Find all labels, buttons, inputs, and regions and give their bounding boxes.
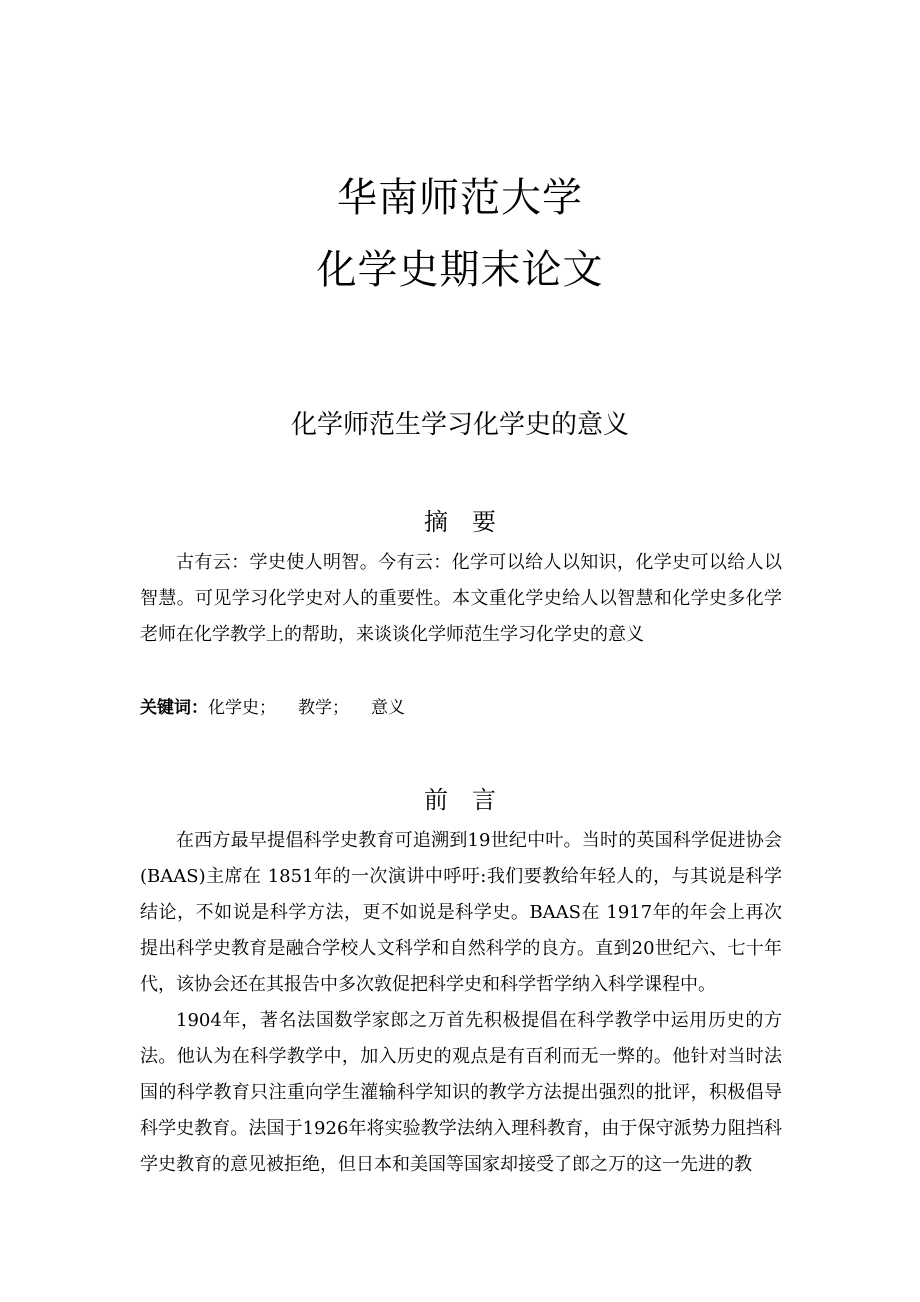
paper-title: 化学师范生学习化学史的意义: [290, 410, 629, 440]
abstract-heading: 摘 要: [424, 508, 496, 536]
intro-body: [140, 823, 782, 1183]
keyword-item: 教学；: [298, 698, 349, 718]
keyword-item: 意义: [371, 698, 405, 718]
keyword-item: 化学史；: [208, 698, 276, 718]
keywords-label: 关键词：: [140, 698, 208, 718]
intro-paragraph: 1904年，著名法国数学家郎之万首先积极提倡在科学教学中运用历史的方法。他认为在科学教学中，加入历史的观点是有百利而无一弊的。他针对当时法国的科学教育只注重向学生灌输科学知识的教学方法提出强烈的批评，积极倡导科学史教育。法国于1926年将实验教学法纳入理科教育，由于保守派势力阻挡科学史教育的意见被拒绝，但日本和美国等国家却接受了郎之万的这一先进的教: [140, 1010, 782, 1175]
document-type-title: 化学史期末论文: [316, 247, 604, 293]
abstract-paragraph: 古有云：学史使人明智。今有云：化学可以给人以知识，化学史可以给人以智慧。可见学习化学史对人的重要性。本文重化学史给人以智慧和化学史多化学老师在化学教学上的帮助，来谈谈化学师范生学习化学史的意义: [140, 552, 782, 645]
abstract-body: [140, 545, 782, 653]
keywords-line: [140, 694, 427, 722]
school-name: 华南师范大学: [337, 175, 583, 221]
intro-paragraph: 在西方最早提倡科学史教育可追溯到19世纪中叶。当时的英国科学促进协会(BAAS)主席在 1851年的一次演讲中呼吁:我们要教给年轻人的，与其说是科学结论，不如说是科学方法，更不如说是科学史。BAAS在 1917年的年会上再次提出科学史教育是融合学校人文科学和自然科学的良方。直到20世纪六、七十年代，该协会还在其报告中多次敦促把科学史和科学哲学纳入科学课程中。: [140, 830, 782, 995]
intro-heading: 前 言: [424, 786, 496, 814]
